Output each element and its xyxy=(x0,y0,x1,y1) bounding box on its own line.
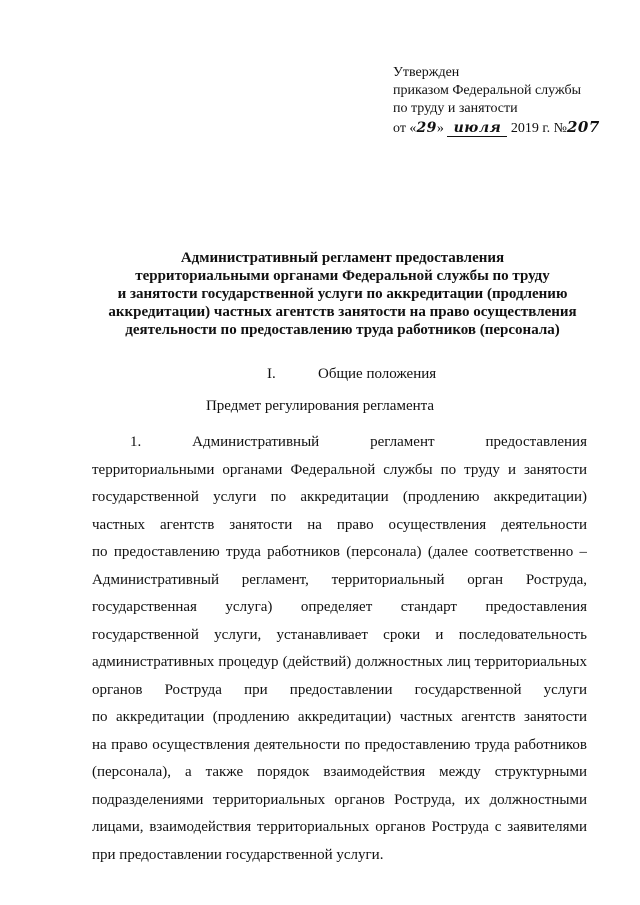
paragraph-line: по предоставлению труда работников (персонала) (далее соответственно – xyxy=(92,544,587,560)
handwritten-month: июля xyxy=(447,121,507,137)
date-quote-close: » xyxy=(436,121,444,136)
paragraph-line: государственной услуги, устанавливает сроки и последовательность xyxy=(92,626,587,643)
paragraph-line: Административный регламент, территориальный орган Роструда, xyxy=(92,571,587,588)
title-line: аккредитации) частных агентств занятости на право осуществления xyxy=(108,304,577,320)
paragraph-line: подразделениями территориальных органов Роструда, их должностными xyxy=(92,791,587,808)
paragraph-line: на право осуществления деятельности по предоставлению труда работников xyxy=(92,736,587,753)
approval-date-line xyxy=(393,118,600,138)
section-name: Общие положения xyxy=(318,366,437,382)
paragraph-line: лицами, взаимодействия территориальных органов Роструда с заявителями xyxy=(92,819,587,835)
title-line: и занятости государственной услуги по аккредитации (продлению xyxy=(117,286,568,302)
date-prefix: от « xyxy=(393,121,417,136)
approval-line-2: приказом Федеральной службы xyxy=(393,83,581,98)
paragraph-line: 1. Административный регламент предоставления xyxy=(130,434,587,450)
title-line: деятельности по предоставлению труда работников (персонала) xyxy=(125,322,560,338)
handwritten-day: 29 xyxy=(416,120,437,136)
section-number: I. xyxy=(267,366,276,382)
year-and-number-label: 2019 г. № xyxy=(510,121,567,136)
title-line: территориальными органами Федеральной службы по труду xyxy=(135,268,550,284)
paragraph-line: административных процедур (действий) должностных лиц территориальных xyxy=(92,654,587,670)
paragraph-line: государственная услуга) определяет стандарт предоставления xyxy=(92,599,587,615)
handwritten-order-number: 207 xyxy=(566,118,600,136)
document-title xyxy=(90,249,595,339)
title-line: Административный регламент предоставления xyxy=(180,250,505,266)
approval-line-3: по труду и занятости xyxy=(393,101,518,116)
approval-stamp xyxy=(393,64,600,138)
approval-line-1: Утвержден xyxy=(393,65,460,80)
paragraph-line: при предоставлении государственной услуги. xyxy=(92,846,384,863)
paragraph-line: государственной услуги по аккредитации (продлению аккредитации) xyxy=(92,489,587,505)
subsection-heading: Предмет регулирования регламента xyxy=(205,398,435,414)
paragraph-line: по аккредитации (продлению аккредитации) частных агентств занятости xyxy=(92,709,587,725)
paragraph-1 xyxy=(92,431,587,871)
paragraph-line: (персонала), а также порядок взаимодействия между структурными xyxy=(92,764,587,780)
paragraph-line: органов Роструда при предоставлении государственной услуги xyxy=(92,681,587,698)
paragraph-line: частных агентств занятости на право осуществления деятельности xyxy=(92,516,587,533)
paragraph-line: территориальными органами Федеральной службы по труду и занятости xyxy=(92,461,587,478)
